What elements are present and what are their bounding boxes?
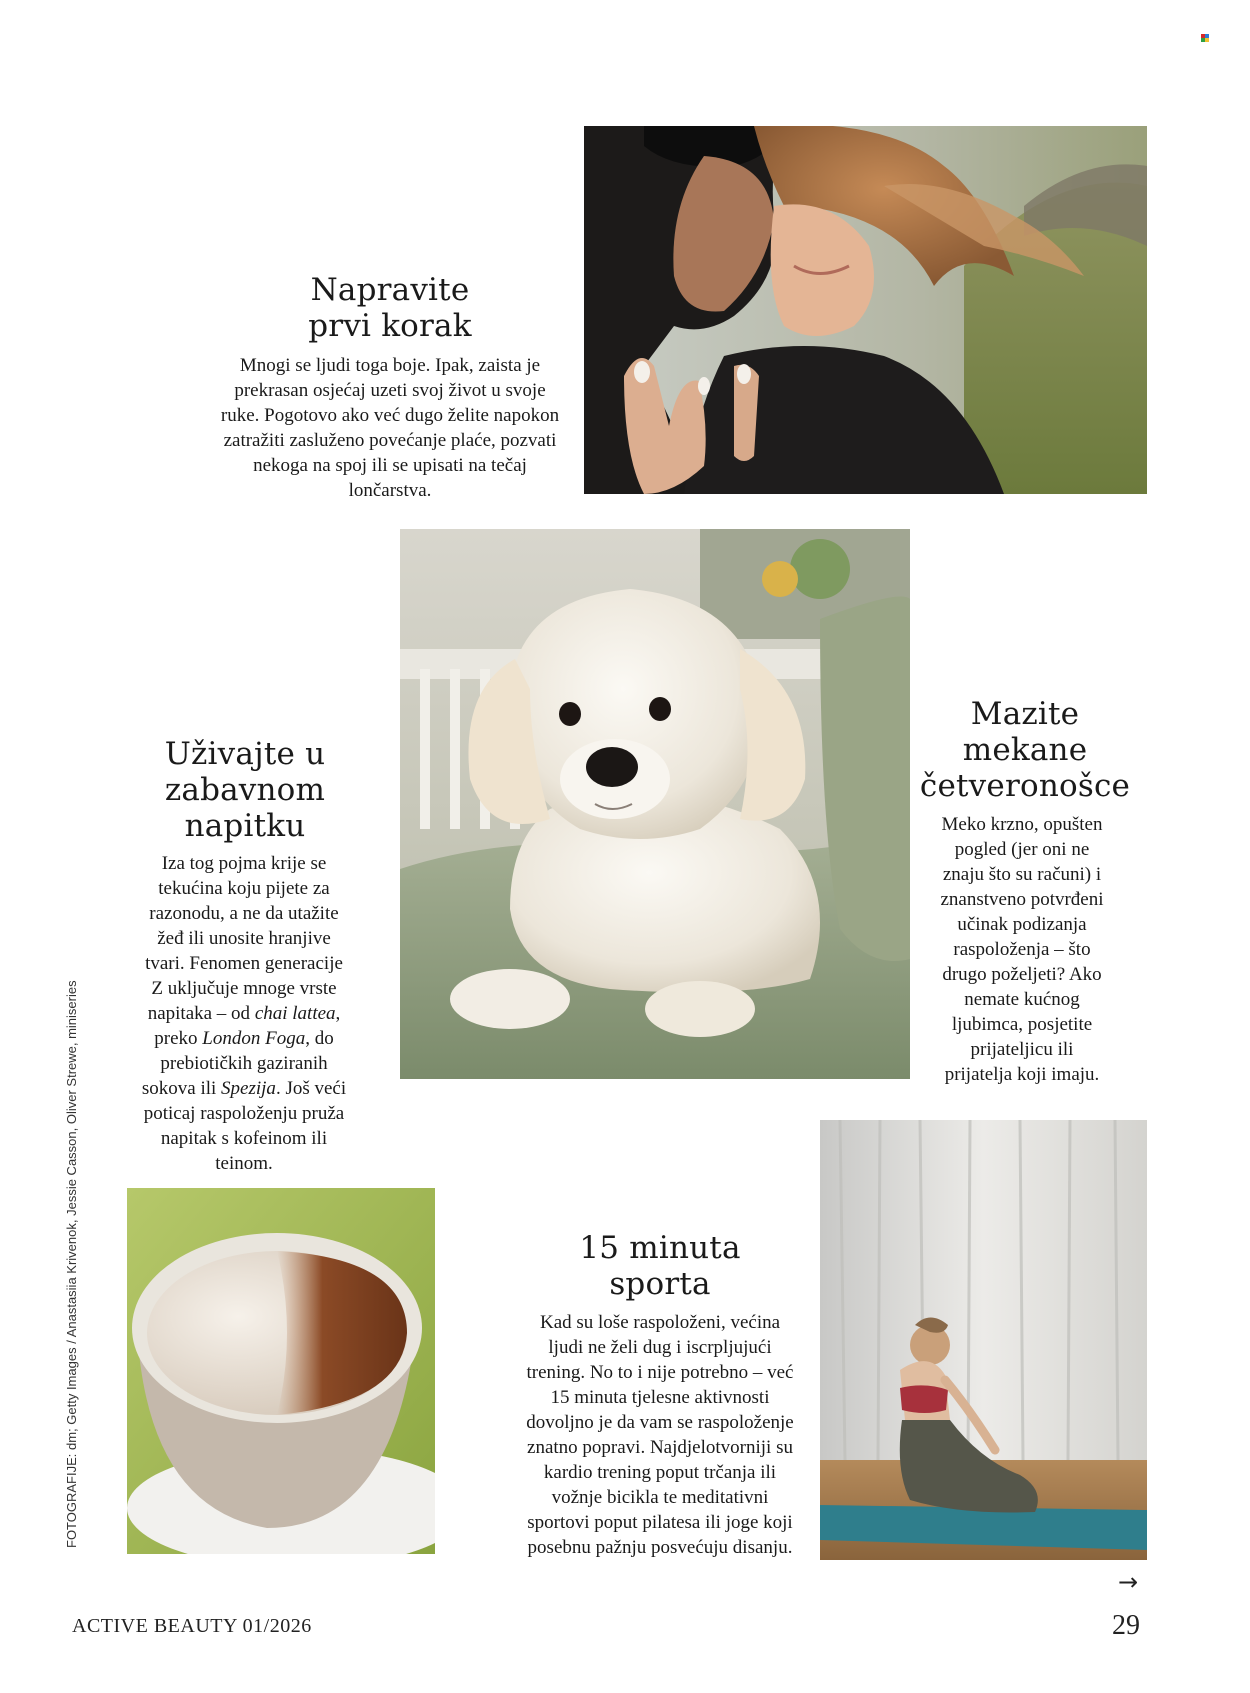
body-line: razonodu, a ne da utažite [149, 903, 339, 924]
body-line: ljudi ne želi dug i iscrpljujući [548, 1337, 772, 1358]
body-line: prijateljicu ili [970, 1039, 1074, 1060]
body-line: nekoga na spoj ili se upisati na tečaj [253, 455, 527, 476]
title-line: Uživajte u [164, 736, 326, 772]
body-line: Meko krzno, opušten [941, 814, 1103, 835]
body-line: teinom. [215, 1153, 273, 1174]
body-line: Kad su loše raspoloženi, većina [539, 1312, 781, 1333]
body-line: zatražiti zasluženo povećanje plaće, pozvati [223, 430, 557, 451]
body-line: prebiotičkih gaziranih [160, 1053, 328, 1074]
body-line-rich: preko London Foga, do [154, 1028, 334, 1049]
body-line: poticaj raspoloženju pruža [143, 1103, 345, 1124]
title-line: sporta [609, 1266, 711, 1302]
body-line: sportovi poput pilatesa ili joge koji [527, 1512, 793, 1533]
page-number: 29 [1112, 1610, 1140, 1641]
body-line: znaju što su računi) i [942, 864, 1102, 885]
body-line: znatno popravi. Najdjelotvorniji su [527, 1437, 793, 1458]
yoga-photo [820, 1120, 1147, 1560]
section-body-first-step [190, 353, 590, 503]
title-line: mekane [962, 732, 1088, 768]
body-line-rich: napitaka – od chai lattea, [147, 1003, 341, 1024]
title-line: četveronošce [919, 768, 1131, 804]
brand-logo-icon [1201, 34, 1209, 42]
photo-credit: FOTOGRAFIJE: dm; Getty Images / Anastasiia Krivenok, Jessie Casson, Oliver Strewe, miniseries [64, 980, 79, 1548]
body-line: vožnje bicikla te meditativni [551, 1487, 769, 1508]
section-body-drink [113, 851, 375, 1176]
body-line: lončarstva. [348, 480, 432, 501]
body-line: tvari. Fenomen generacije [145, 953, 343, 974]
body-line: dovoljno je da vam se raspoloženje [526, 1412, 794, 1433]
section-title-first-step [240, 272, 540, 344]
italic-term: Spezija [221, 1078, 276, 1099]
magazine-issue: ACTIVE BEAUTY 01/2026 [72, 1615, 312, 1637]
title-line: prvi korak [308, 308, 472, 344]
body-line: tekućina koju pijete za [158, 878, 330, 899]
title-line: Napravite [310, 272, 470, 308]
body-line: pogled (jer oni ne [954, 839, 1090, 860]
body-line: učinak podizanja [957, 914, 1087, 935]
body-line: raspoloženja – što [953, 939, 1091, 960]
body-line: ljubimca, posjetite [951, 1014, 1093, 1035]
body-line: 15 minuta tjelesne aktivnosti [550, 1387, 770, 1408]
italic-term: chai lattea [254, 1003, 336, 1024]
italic-term: London Foga [202, 1028, 306, 1049]
body-line: znanstveno potvrđeni [940, 889, 1104, 910]
body-line: trening. No to i nije potrebno – već [526, 1362, 794, 1383]
section-title-pets [900, 696, 1150, 804]
body-line: Iza tog pojma krije se [161, 853, 327, 874]
body-line: ruke. Pogotovo ako već dugo želite napokon [220, 405, 560, 426]
body-line: Z uključuje mnoge vrste [151, 978, 337, 999]
next-page-arrow-icon[interactable]: → [1118, 1568, 1139, 1596]
body-line: napitak s kofeinom ili [160, 1128, 328, 1149]
section-body-pets [904, 812, 1140, 1087]
puppy-photo [400, 529, 910, 1079]
title-line: Mazite [970, 696, 1080, 732]
body-line: prijatelja koji imaju. [944, 1064, 1100, 1085]
drink-photo [127, 1188, 435, 1554]
body-line: žeđ ili unosite hranjive [157, 928, 331, 949]
title-line: zabavnom [164, 772, 326, 808]
body-line: posebnu pažnju posvećuju disanju. [527, 1537, 793, 1558]
section-title-sport [530, 1230, 790, 1302]
title-line: 15 minuta [579, 1230, 741, 1266]
body-line: kardio trening poput trčanja ili [543, 1462, 777, 1483]
section-body-sport [500, 1310, 820, 1560]
body-line: nemate kućnog [964, 989, 1080, 1010]
body-line-rich: sokova ili Spezija. Još veći [141, 1078, 347, 1099]
section-title-drink [120, 736, 370, 844]
body-line: prekrasan osjećaj uzeti svoj život u svoje [234, 380, 546, 401]
title-line: napitku [184, 808, 306, 844]
couple-photo [584, 126, 1147, 494]
body-line: Mnogi se ljudi toga boje. Ipak, zaista je [239, 355, 541, 376]
body-line: drugo poželjeti? Ako [942, 964, 1102, 985]
